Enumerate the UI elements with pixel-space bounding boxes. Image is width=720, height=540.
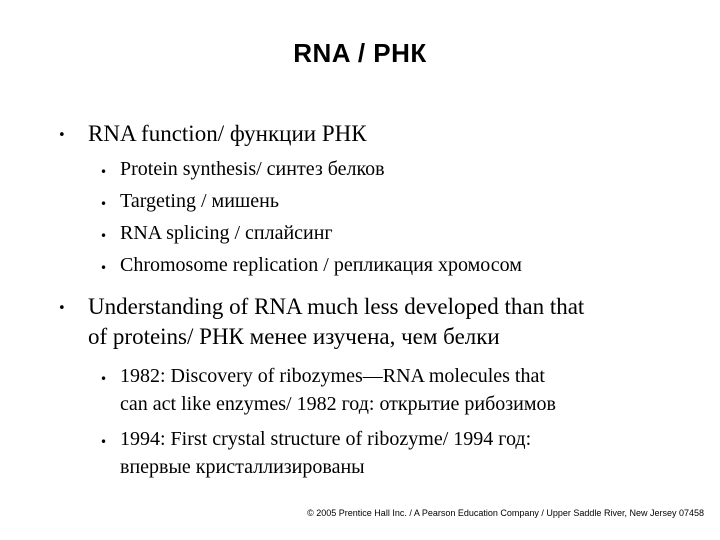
sub-bullet-text: can act like enzymes/ 1982 год: открытие рибозимов: [120, 393, 556, 415]
bullet-icon: •: [58, 301, 66, 316]
sub-bullet-icon: •: [100, 261, 108, 275]
sub-bullet-text: впервые кристаллизированы: [120, 456, 365, 478]
sub-bullet-text: Protein synthesis/ синтез белков: [120, 158, 385, 180]
sub-bullet-text: Chromosome replication / репликация хромосом: [120, 254, 522, 276]
sub-bullet-text: Targeting / мишень: [120, 190, 280, 212]
bullet-text: of proteins/ РНК менее изучена, чем белки: [88, 324, 500, 349]
sub-bullet-text: RNA splicing / сплайсинг: [120, 222, 333, 244]
bullet-text: RNA function/ функции РНК: [88, 121, 367, 146]
bullet-icon: •: [58, 128, 66, 143]
sub-bullet-text: 1982: Discovery of ribozymes—RNA molecules that: [120, 365, 545, 387]
sub-bullet-icon: •: [100, 197, 108, 211]
sub-bullet-icon: •: [100, 229, 108, 243]
sub-bullet-text: 1994: First crystal structure of ribozyme/ 1994 год:: [120, 428, 532, 450]
sub-bullet-icon: •: [100, 165, 108, 179]
copyright-footer: © 2005 Prentice Hall Inc. / A Pearson Education Company / Upper Saddle River, New Jersey 07458: [307, 508, 704, 518]
bullet-text: Understanding of RNA much less developed than that: [88, 294, 585, 319]
sub-bullet-icon: •: [100, 435, 108, 449]
slide-title: RNA / РНК: [293, 38, 427, 68]
sub-bullet-icon: •: [100, 372, 108, 386]
